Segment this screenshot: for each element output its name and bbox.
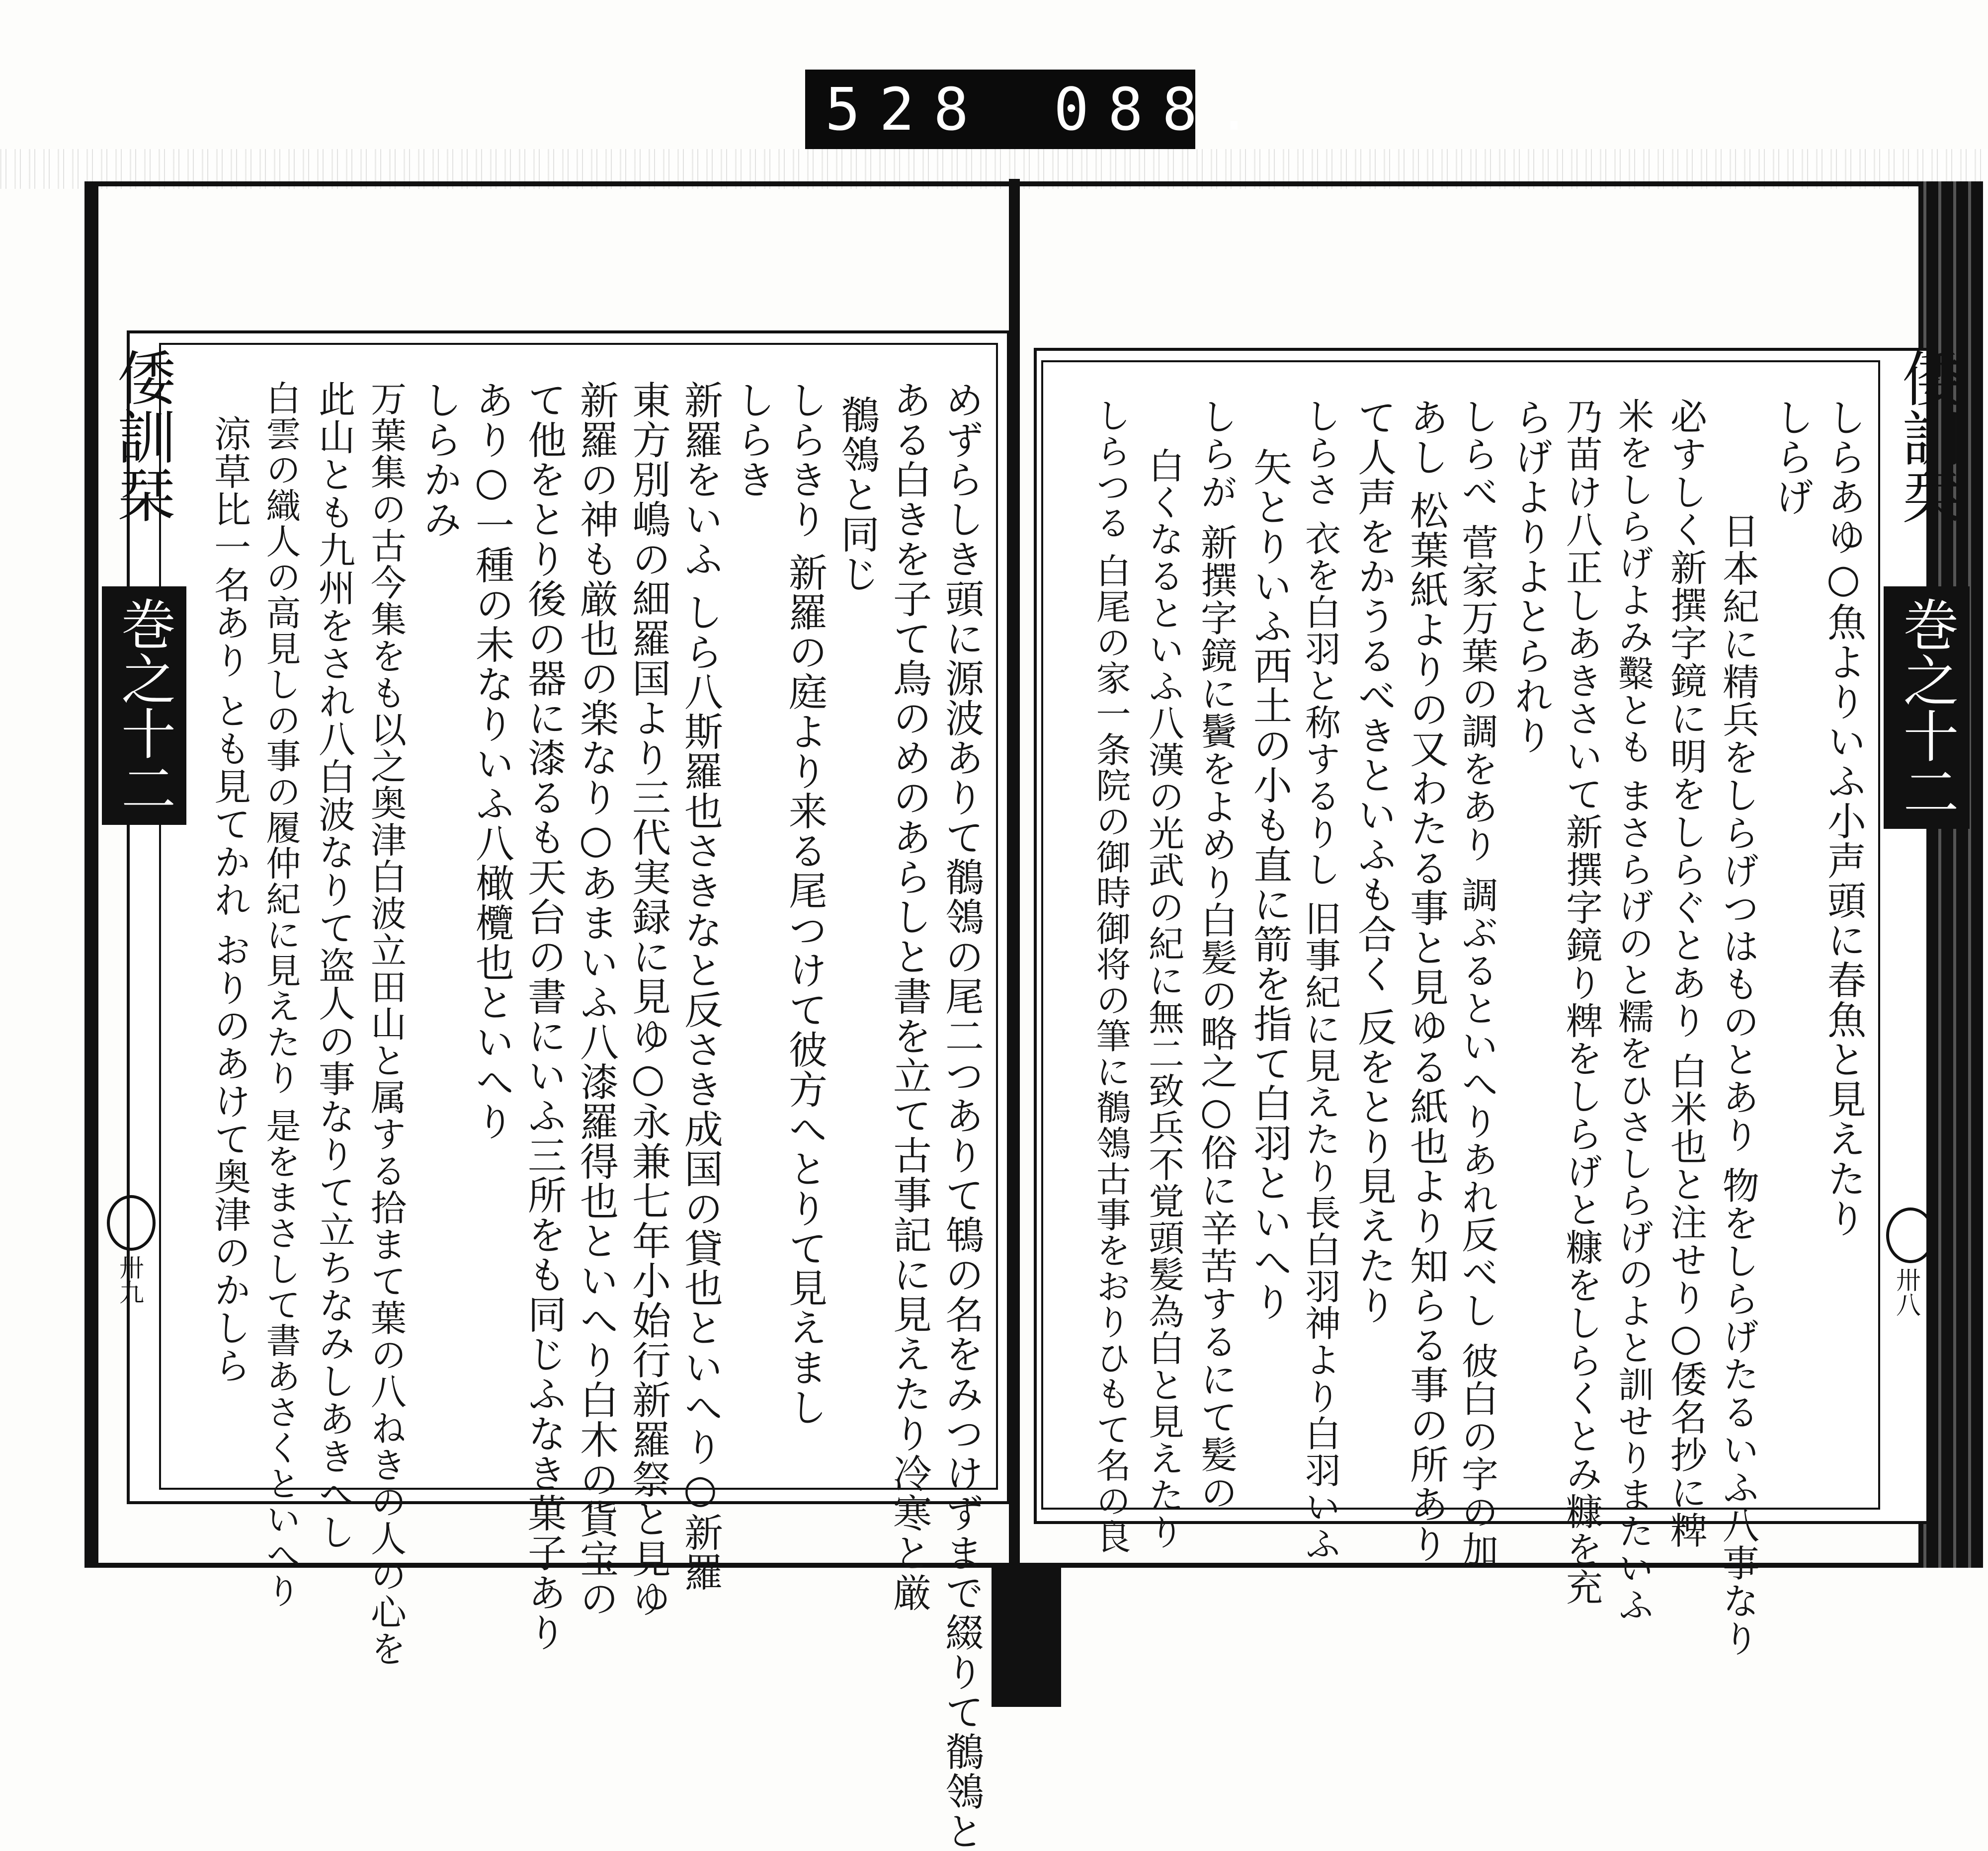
- left-page-header: 倭訓栞: [107, 348, 176, 524]
- right-column-1: しらあゆ○魚よりいふ小声頭に春魚と見えたり: [1821, 398, 1866, 1238]
- right-column-13: しらが 新撰字鏡に鬢をよめり白髪の略之○俗に辛苦するにて髪の: [1195, 398, 1238, 1512]
- right-page-circle-mark: [1886, 1207, 1935, 1263]
- right-page-volume: 巻之十二: [1884, 586, 1970, 829]
- left-column-3: 鶺鴒と同じ: [834, 395, 879, 594]
- spine-bottom-block: [992, 1565, 1061, 1707]
- right-column-15: しらつる 白尾の家一条院の御時御将の筆に鶺鴒古事をおりひもて名の良: [1090, 398, 1131, 1555]
- left-column-2: ある白きを子て鳥のめのあらしと書を立て古事記に見えたり冷寒と厳: [887, 380, 931, 1612]
- right-page-folio: 卅八: [1892, 1267, 1921, 1317]
- left-column-9: て他をとり後の器に漆るも天台の書にいふ三所をも同じふなき菓子あり: [521, 380, 566, 1652]
- left-column-11: しらかみ: [417, 380, 462, 539]
- reel-number: 528: [825, 75, 988, 144]
- right-page-header: 倭訓栞: [1892, 348, 1961, 527]
- left-cover-edge: [84, 181, 98, 1568]
- right-column-5: 米をしらげよみ糳とも まさらげのと糯をひさしらげのよと訓せりまたいふ: [1612, 398, 1654, 1623]
- left-page-volume: 巻之十二: [102, 586, 186, 825]
- left-column-14: 白雲の織人の高見しの事の履仲紀に見えたり 是をまさして書あさくといへり: [260, 380, 301, 1609]
- left-column-10: あり○一種の未なりいふ八橄欖也といへり: [469, 380, 514, 1141]
- left-column-6: 新羅をいふ しら八斯羅也さきなと反さき成国の貸也といへり○新羅: [678, 380, 723, 1592]
- left-page-circle-mark: [107, 1195, 156, 1251]
- right-column-7: らげよりよとられり: [1508, 398, 1553, 755]
- microfilm-frame-label: [805, 70, 1271, 149]
- right-column-6: 乃苗け八正しあきさいて新撰字鏡り粺をしらげと糠をしらくとみ糠を充: [1560, 398, 1603, 1606]
- left-column-4: しらきり 新羅の庭より来る尾つけて彼方へとりて見えまし: [782, 380, 827, 1427]
- frame-number: 088.: [1054, 75, 1271, 144]
- center-spine: [1009, 179, 1020, 1707]
- left-page-folio: 卅九: [115, 1255, 144, 1304]
- right-column-14: 白くなるといふ八漢の光武の紀に無二致兵不覚頭髪為白と見えたり: [1143, 447, 1184, 1550]
- left-column-12: 万葉集の古今集をも以之奥津白波立田山と属する拾まて葉の八ねきの人の心を: [365, 380, 407, 1667]
- right-column-8: しらべ 菅家万葉の調をあり 調ぶるといへりあれ反べし 彼白の字の加: [1456, 398, 1498, 1569]
- right-column-10: て人声をかうるべきといふも合く 反をとり見えたり: [1351, 398, 1396, 1325]
- left-column-1: めずらしき頭に源波ありて鶺鴒の尾二つありて鵇の名をみつけずまで綴りて鶺鴒と: [939, 380, 984, 1851]
- right-column-2: しらげ: [1769, 398, 1814, 517]
- left-column-15: 涼草比一名あり とも見てかれ おりのあけて奥津のかしら: [208, 415, 251, 1385]
- left-column-13: 此山とも九州をされ八白波なりて盗人の事なりて立ちなみしあきへし: [313, 380, 355, 1551]
- right-column-9: あし 松葉紙よりの又わたる事と見ゆる紙也より知らる事の所あり: [1404, 398, 1448, 1564]
- left-column-5: しらき: [730, 380, 775, 499]
- left-column-8: 新羅の神も厳也の楽なり○あまいふ八漆羅得也といへり白木の貨宝の: [574, 380, 618, 1618]
- right-column-3: 日本紀に精兵をしらげつはものとあり 物をしらげたるいふ八事なり: [1717, 512, 1759, 1658]
- right-column-11: しらさ 衣を白羽と称するりし 旧事紀に見えたり長白羽神より白羽いふ: [1299, 398, 1341, 1562]
- right-column-12: 矢とりいふ西土の小も直に箭を指て白羽といへり: [1247, 447, 1292, 1322]
- right-column-4: 必すしく新撰字鏡に明をしらぐとあり 白米也と注せり○倭名抄に粺: [1664, 398, 1707, 1549]
- left-column-7: 東方別嶋の細羅国より三代実録に見ゆ○永兼七年小始行新羅祭と見ゆ: [626, 380, 670, 1618]
